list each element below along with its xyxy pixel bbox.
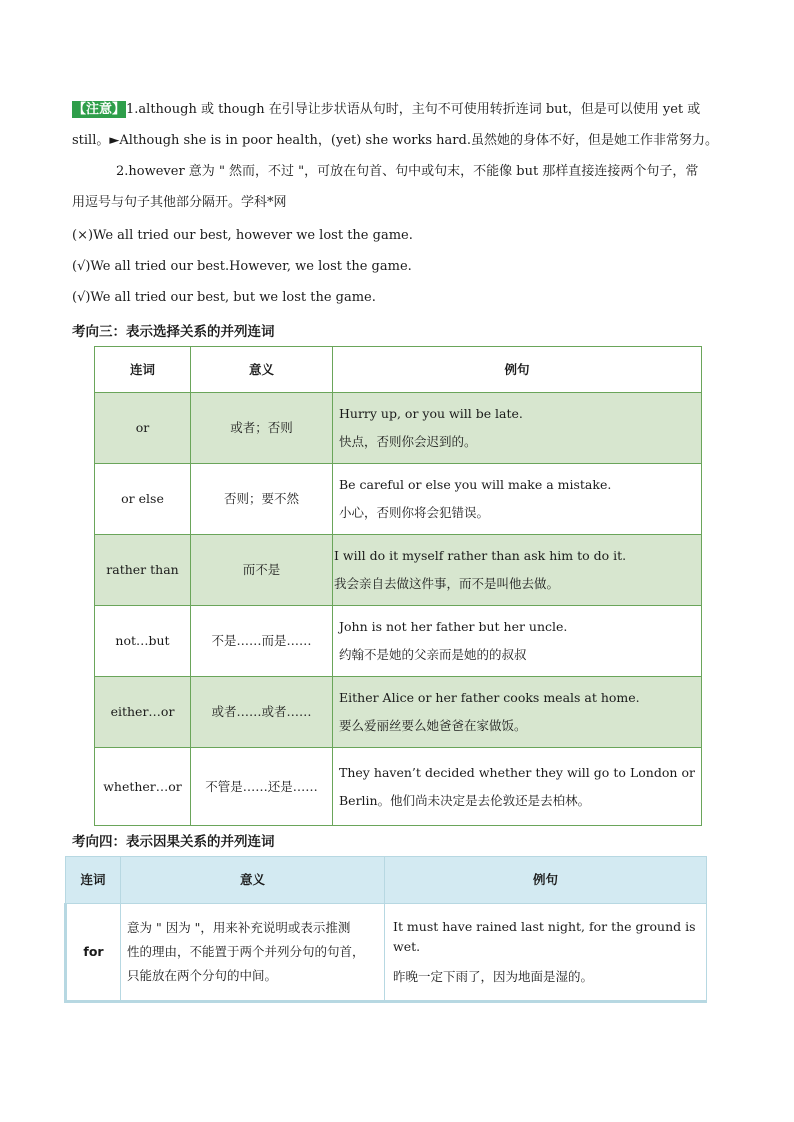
row-word: or else [95, 464, 191, 535]
example-zh: Berlin。他们尚未决定是去伦敦还是去柏林。 [339, 792, 591, 808]
example-right-1: (√)We all tried our best.However, we lost the game. [72, 259, 412, 274]
row-meaning [121, 904, 385, 1002]
row-word: or [95, 393, 191, 464]
table-row [95, 464, 702, 535]
meaning-line: 只能放在两个分句的中间。 [127, 968, 278, 983]
example-zh: 要么爱丽丝要么她爸爸在家做饭。 [339, 718, 527, 733]
table-header-row [66, 857, 707, 904]
row-word: not…but [95, 606, 191, 677]
header-example: 例句 [385, 857, 707, 904]
table-row [95, 677, 702, 748]
row-example [333, 393, 702, 464]
note-line-2: still。►Although she is in poor health，(yet) she works hard.虽然她的身体不好，但是她工作非常努力。 [72, 133, 718, 148]
table-header-row [95, 347, 702, 393]
example-en: It must have rained last night, for the ground is wet. [393, 919, 696, 954]
cause-conjunctions-table [64, 856, 707, 1003]
example-zh: 我会亲自去做这件事，而不是叫他去做。 [334, 576, 560, 591]
row-example [333, 606, 702, 677]
example-right-2: (√)We all tried our best, but we lost the game. [72, 290, 376, 305]
example-en: Be careful or else you will make a mistake. [339, 477, 612, 492]
table-row [95, 748, 702, 826]
note-text-1: 1.although 或 though 在引导让步状语从句时，主句不可使用转折连词 but，但是可以使用 yet 或 [126, 102, 701, 117]
section3-title: 考向三：表示选择关系的并列连词 [72, 324, 275, 340]
header-conjunction: 连词 [95, 347, 191, 393]
header-meaning: 意义 [191, 347, 333, 393]
row-word: for [66, 904, 121, 1002]
choice-conjunctions-table [94, 346, 702, 826]
example-wrong: (×)We all tried our best, however we lost the game. [72, 228, 413, 243]
note-line-1 [72, 100, 700, 120]
example-zh: 小心，否则你将会犯错误。 [339, 505, 490, 520]
row-meaning: 不是……而是…… [191, 606, 333, 677]
table-row [95, 535, 702, 606]
example-en: I will do it myself rather than ask him to do it. [334, 548, 627, 563]
note-tag: 【注意】 [73, 102, 126, 117]
row-meaning: 或者……或者…… [191, 677, 333, 748]
meaning-line: 意为 " 因为 "，用来补充说明或表示推测 [127, 920, 351, 935]
example-zh: 约翰不是她的父亲而是她的的叔叔 [339, 647, 527, 662]
example-en: Either Alice or her father cooks meals at home. [339, 690, 640, 705]
row-word: whether…or [95, 748, 191, 826]
example-en: They haven’t decided whether they will go to London or [339, 764, 695, 780]
note-line-4: 用逗号与句子其他部分隔开。学科*网 [72, 195, 287, 210]
row-example [333, 535, 702, 606]
header-conjunction: 连词 [66, 857, 121, 904]
row-word: either…or [95, 677, 191, 748]
meaning-line: 性的理由，不能置于两个并列分句的句首， [127, 944, 365, 959]
row-meaning: 不管是……还是…… [191, 748, 333, 826]
example-en: John is not her father but her uncle. [339, 619, 568, 634]
table-row [95, 393, 702, 464]
note-line-3: 2.however 意为 " 然而，不过 "，可放在句首、句中或句末，不能像 but 那样直接连接两个句子，常 [116, 164, 699, 179]
table-row [66, 904, 707, 1002]
table-row [95, 606, 702, 677]
row-example [385, 904, 707, 1002]
row-meaning: 否则；要不然 [191, 464, 333, 535]
row-word: rather than [95, 535, 191, 606]
row-example [333, 748, 702, 826]
example-en: Hurry up, or you will be late. [339, 406, 523, 421]
example-zh: 快点，否则你会迟到的。 [339, 434, 477, 449]
row-example [333, 677, 702, 748]
example-zh: 昨晚一定下雨了，因为地面是湿的。 [393, 969, 594, 984]
row-meaning: 而不是 [191, 535, 333, 606]
row-example [333, 464, 702, 535]
section4-title: 考向四：表示因果关系的并列连词 [72, 834, 275, 850]
row-meaning: 或者；否则 [191, 393, 333, 464]
header-meaning: 意义 [121, 857, 385, 904]
header-example: 例句 [333, 347, 702, 393]
